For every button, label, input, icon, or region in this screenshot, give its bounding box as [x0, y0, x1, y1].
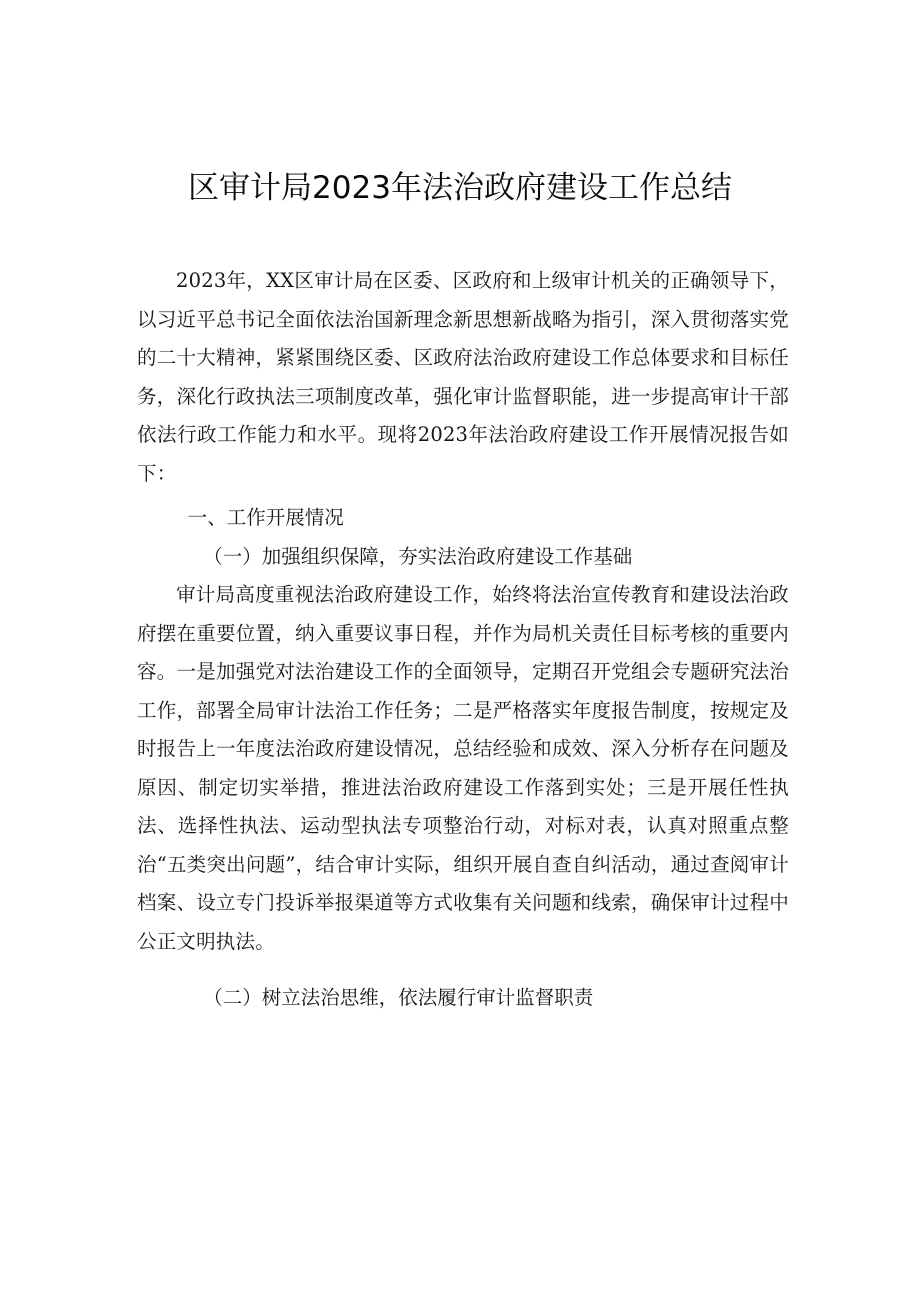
intro-paragraph: 2023年，XX区审计局在区委、区政府和上级审计机关的正确领导下，以习近平总书记全面依法治国新理念新思想新战略为指引，深入贯彻落实党的二十大精神，紧紧围绕区委、区政府法治政府建设工作总体要求和目标任务，深化行政执法三项制度改革，强化审计监督职能，进一步提高审计干部依法行政工作能力和水平。现将2023年法治政府建设工作开展情况报告如下：: [137, 269, 789, 485]
section-heading-work-progress: 一、工作开展情况: [187, 506, 344, 529]
document-title: 区审计局2023年法治政府建设工作总结: [188, 170, 732, 206]
subsection-1-paragraph: 审计局高度重视法治政府建设工作，始终将法治宣传教育和建设法治政府摆在重要位置，纳入重要议事日程，并作为局机关责任目标考核的重要内容。一是加强党对法治建设工作的全面领导，定期召开党组会专题研究法治工作，部署全局审计法治工作任务；二是严格落实年度报告制度，按规定及时报告上一年度法治政府建设情况，总结经验和成效、深入分析存在问题及原因、制定切实举措，推进法治政府建设工作落到实处；三是开展任性执法、选择性执法、运动型执法专项整治行动，对标对表，认真对照重点整治“五类突出问题”，结合审计实际，组织开展自查自纠活动，通过查阅审计档案、设立专门投诉举报渠道等方式收集有关问题和线索，确保审计过程中公正文明执法。: [137, 583, 789, 953]
subsection-heading-rule-of-law-thinking: （二）树立法治思维，依法履行审计监督职责: [203, 986, 594, 1009]
document-body: [137, 262, 789, 1018]
subsection-heading-organization: （一）加强组织保障，夯实法治政府建设工作基础: [203, 544, 633, 568]
